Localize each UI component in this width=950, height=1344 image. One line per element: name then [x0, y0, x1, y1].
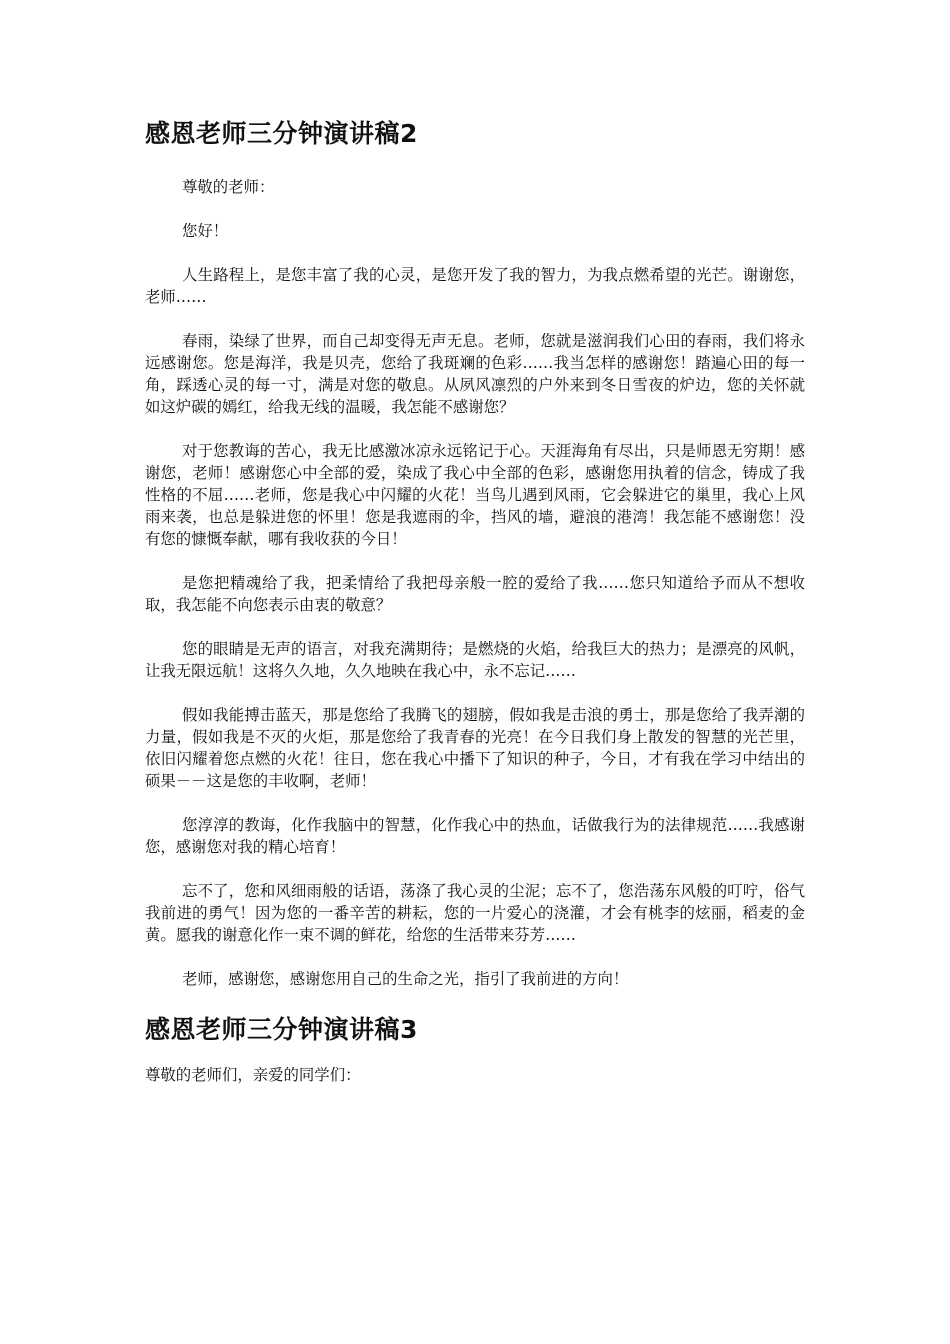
section-3-salutation: 尊敬的老师们，亲爱的同学们： [145, 1066, 361, 1084]
section-2-paragraph-2: 春雨，染绿了世界，而自己却变得无声无息。老师，您就是滋润我们心田的春雨，我们将永远感谢您。您是海洋，我是贝壳，您给了我斑斓的色彩……我当怎样的感谢您！踏遍心田的每一角，踩透心灵的每一寸，满是对您的敬息。从夙风凛烈的户外来到冬日雪夜的炉边，您的关怀就如这炉碳的嫣红，给我无线的温暖，我怎能不感谢您？ [145, 332, 805, 416]
section-2-paragraph-3: 对于您教诲的苦心，我无比感激冰凉永远铭记于心。天涯海角有尽出，只是师恩无穷期！感谢您，老师！感谢您心中全部的爱，染成了我心中全部的色彩，感谢您用执着的信念，铸成了我性格的不屈……老师，您是我心中闪耀的火花！当鸟儿遇到风雨，它会躲进它的巢里，我心上风雨来袭，也总是躲进您的怀里！您是我遮雨的伞，挡风的墙，避浪的港湾！我怎能不感谢您！没有您的慷慨奉献，哪有我收获的今日！ [145, 442, 805, 548]
document-page [145, 110, 805, 1086]
section-3-title: 感恩老师三分钟演讲稿3 [145, 1015, 418, 1044]
section-2-paragraph-8: 忘不了，您和风细雨般的话语，荡涤了我心灵的尘泥；忘不了，您浩荡东风般的叮咛，俗气我前进的勇气！因为您的一番辛苦的耕耘，您的一片爱心的浇灌，才会有桃李的炫丽，稻麦的金黄。愿我的谢意化作一束不调的鲜花，给您的生活带来芬芳…… [145, 882, 805, 944]
section-2-paragraph-1: 人生路程上，是您丰富了我的心灵，是您开发了我的智力，为我点燃希望的光芒。谢谢您，老师…… [145, 266, 805, 306]
section-2-paragraph-7: 您淳淳的教诲，化作我脑中的智慧，化作我心中的热血，话做我行为的法律规范……我感谢您，感谢您对我的精心培育！ [145, 816, 805, 856]
section-2-title: 感恩老师三分钟演讲稿2 [145, 119, 418, 148]
section-2-greeting: 您好！ [182, 222, 229, 240]
section-2-paragraph-4: 是您把精魂给了我，把柔情给了我把母亲般一腔的爱给了我……您只知道给予而从不想收取，我怎能不向您表示由衷的敬意？ [145, 574, 805, 614]
section-2-paragraph-5: 您的眼睛是无声的语言，对我充满期待；是燃烧的火焰，给我巨大的热力；是漂亮的风帆，让我无限远航！这将久久地，久久地映在我心中，永不忘记…… [145, 640, 805, 680]
section-2-salutation: 尊敬的老师： [182, 178, 275, 196]
section-2-paragraph-9: 老师，感谢您，感谢您用自己的生命之光，指引了我前进的方向！ [182, 970, 629, 988]
section-2-paragraph-6: 假如我能搏击蓝天，那是您给了我腾飞的翅膀，假如我是击浪的勇士，那是您给了我弄潮的力量，假如我是不灭的火炬，那是您给了我青春的光亮！在今日我们身上散发的智慧的光芒里，依旧闪耀着您点燃的火花！往日，您在我心中播下了知识的种子，今日，才有我在学习中结出的硕果－－这是您的丰收啊，老师！ [145, 706, 805, 790]
